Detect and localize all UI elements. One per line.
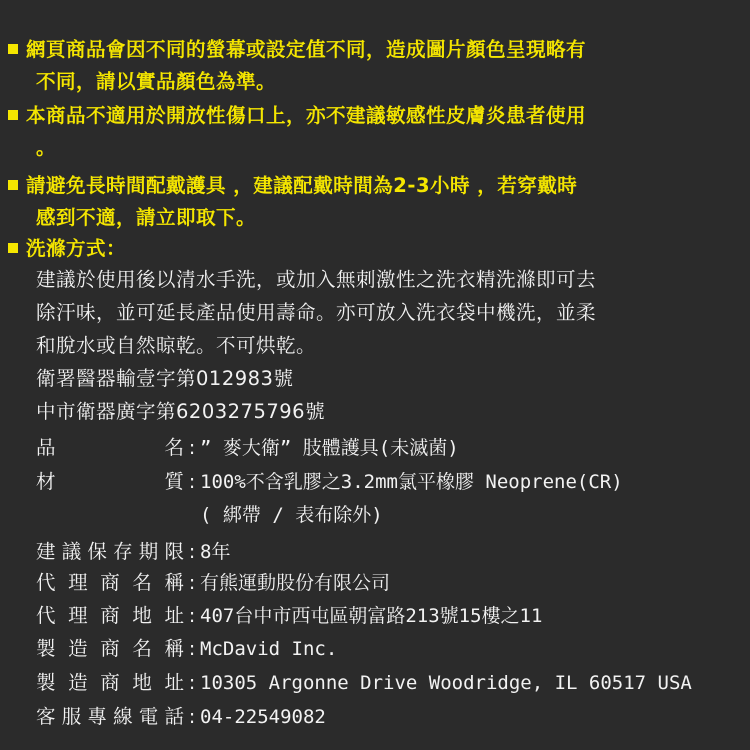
- notice-duration: [8, 170, 748, 198]
- spec-row-agent-address: [36, 600, 542, 628]
- spec-label: 品 名: [36, 436, 184, 459]
- spec-label: 製造商名稱: [36, 637, 184, 660]
- spec-label: 代理商地址: [36, 604, 184, 627]
- notice-text: 洗滌方式：: [26, 237, 127, 260]
- spec-colon: :: [188, 436, 196, 459]
- spec-colon: :: [188, 705, 196, 728]
- notice-text: 網頁商品會因不同的螢幕或設定值不同，造成圖片顏色呈現略有: [26, 38, 587, 61]
- spec-label: 建議保存期限: [36, 540, 184, 563]
- spec-value: McDavid Inc.: [200, 638, 338, 660]
- bullet-icon: [8, 180, 18, 190]
- notice-wound-cont: 。: [36, 136, 57, 159]
- spec-colon: :: [188, 470, 196, 493]
- notice-washing-heading: [8, 233, 748, 261]
- bullet-icon: [8, 110, 18, 120]
- spec-label: 材 質: [36, 470, 184, 493]
- notice-text: 本商品不適用於開放性傷口上，亦不建議敏感性皮膚炎患者使用: [26, 104, 587, 127]
- notice-wound: [8, 100, 748, 128]
- spec-colon: :: [188, 604, 196, 627]
- spec-row-agent-name: [36, 567, 390, 595]
- spec-colon: :: [188, 637, 196, 660]
- bullet-icon: [8, 44, 18, 54]
- spec-material-note: [200, 500, 383, 527]
- spec-row-maker-address: [36, 667, 692, 695]
- spec-note: ( 綁帶 / 表布除外): [200, 504, 383, 526]
- spec-row-name: [36, 432, 459, 460]
- spec-row-shelf-life: [36, 536, 230, 564]
- spec-value: 100%不含乳膠之3.2mm氯平橡膠 Neoprene(CR): [200, 471, 623, 493]
- spec-row-service-phone: [36, 701, 326, 729]
- notice-text: 請避免長時間配戴護具 ，建議配戴時間為2-3小時 ，若穿戴時: [26, 174, 578, 197]
- spec-label: 代理商名稱: [36, 571, 184, 594]
- spec-colon: :: [188, 571, 196, 594]
- washing-text-3: 和脫水或自然晾乾。不可烘乾。: [36, 334, 317, 357]
- spec-row-material: [36, 466, 623, 494]
- spec-value: ” 麥大衛” 肢體護具(未滅菌): [200, 437, 459, 459]
- spec-value: 04-22549082: [200, 706, 326, 728]
- washing-text-2: 除汗味，並可延長產品使用壽命。亦可放入洗衣袋中機洗，並柔: [36, 301, 597, 324]
- notice-duration-cont: 感到不適，請立即取下。: [36, 206, 257, 229]
- spec-value: 407台中市西屯區朝富路213號15樓之11: [200, 605, 543, 627]
- spec-colon: :: [188, 671, 196, 694]
- notice-color-cont: 不同，請以實品顏色為準。: [36, 70, 277, 93]
- license-ad: 中市衛器廣字第6203275796號: [36, 400, 326, 423]
- notice-color: [8, 34, 748, 62]
- spec-row-maker-name: [36, 633, 337, 661]
- spec-label: 製造商地址: [36, 671, 184, 694]
- spec-value: 10305 Argonne Drive Woodridge, IL 60517 USA: [200, 672, 692, 694]
- bullet-icon: [8, 243, 18, 253]
- spec-value: 8年: [200, 541, 231, 563]
- spec-label: 客服專線電話: [36, 705, 184, 728]
- spec-value: 有熊運動股份有限公司: [200, 572, 391, 594]
- license-import: 衛署醫器輸壹字第012983號: [36, 367, 294, 390]
- spec-colon: :: [188, 540, 196, 563]
- washing-text-1: 建議於使用後以清水手洗，或加入無刺激性之洗衣精洗滌即可去: [36, 268, 597, 291]
